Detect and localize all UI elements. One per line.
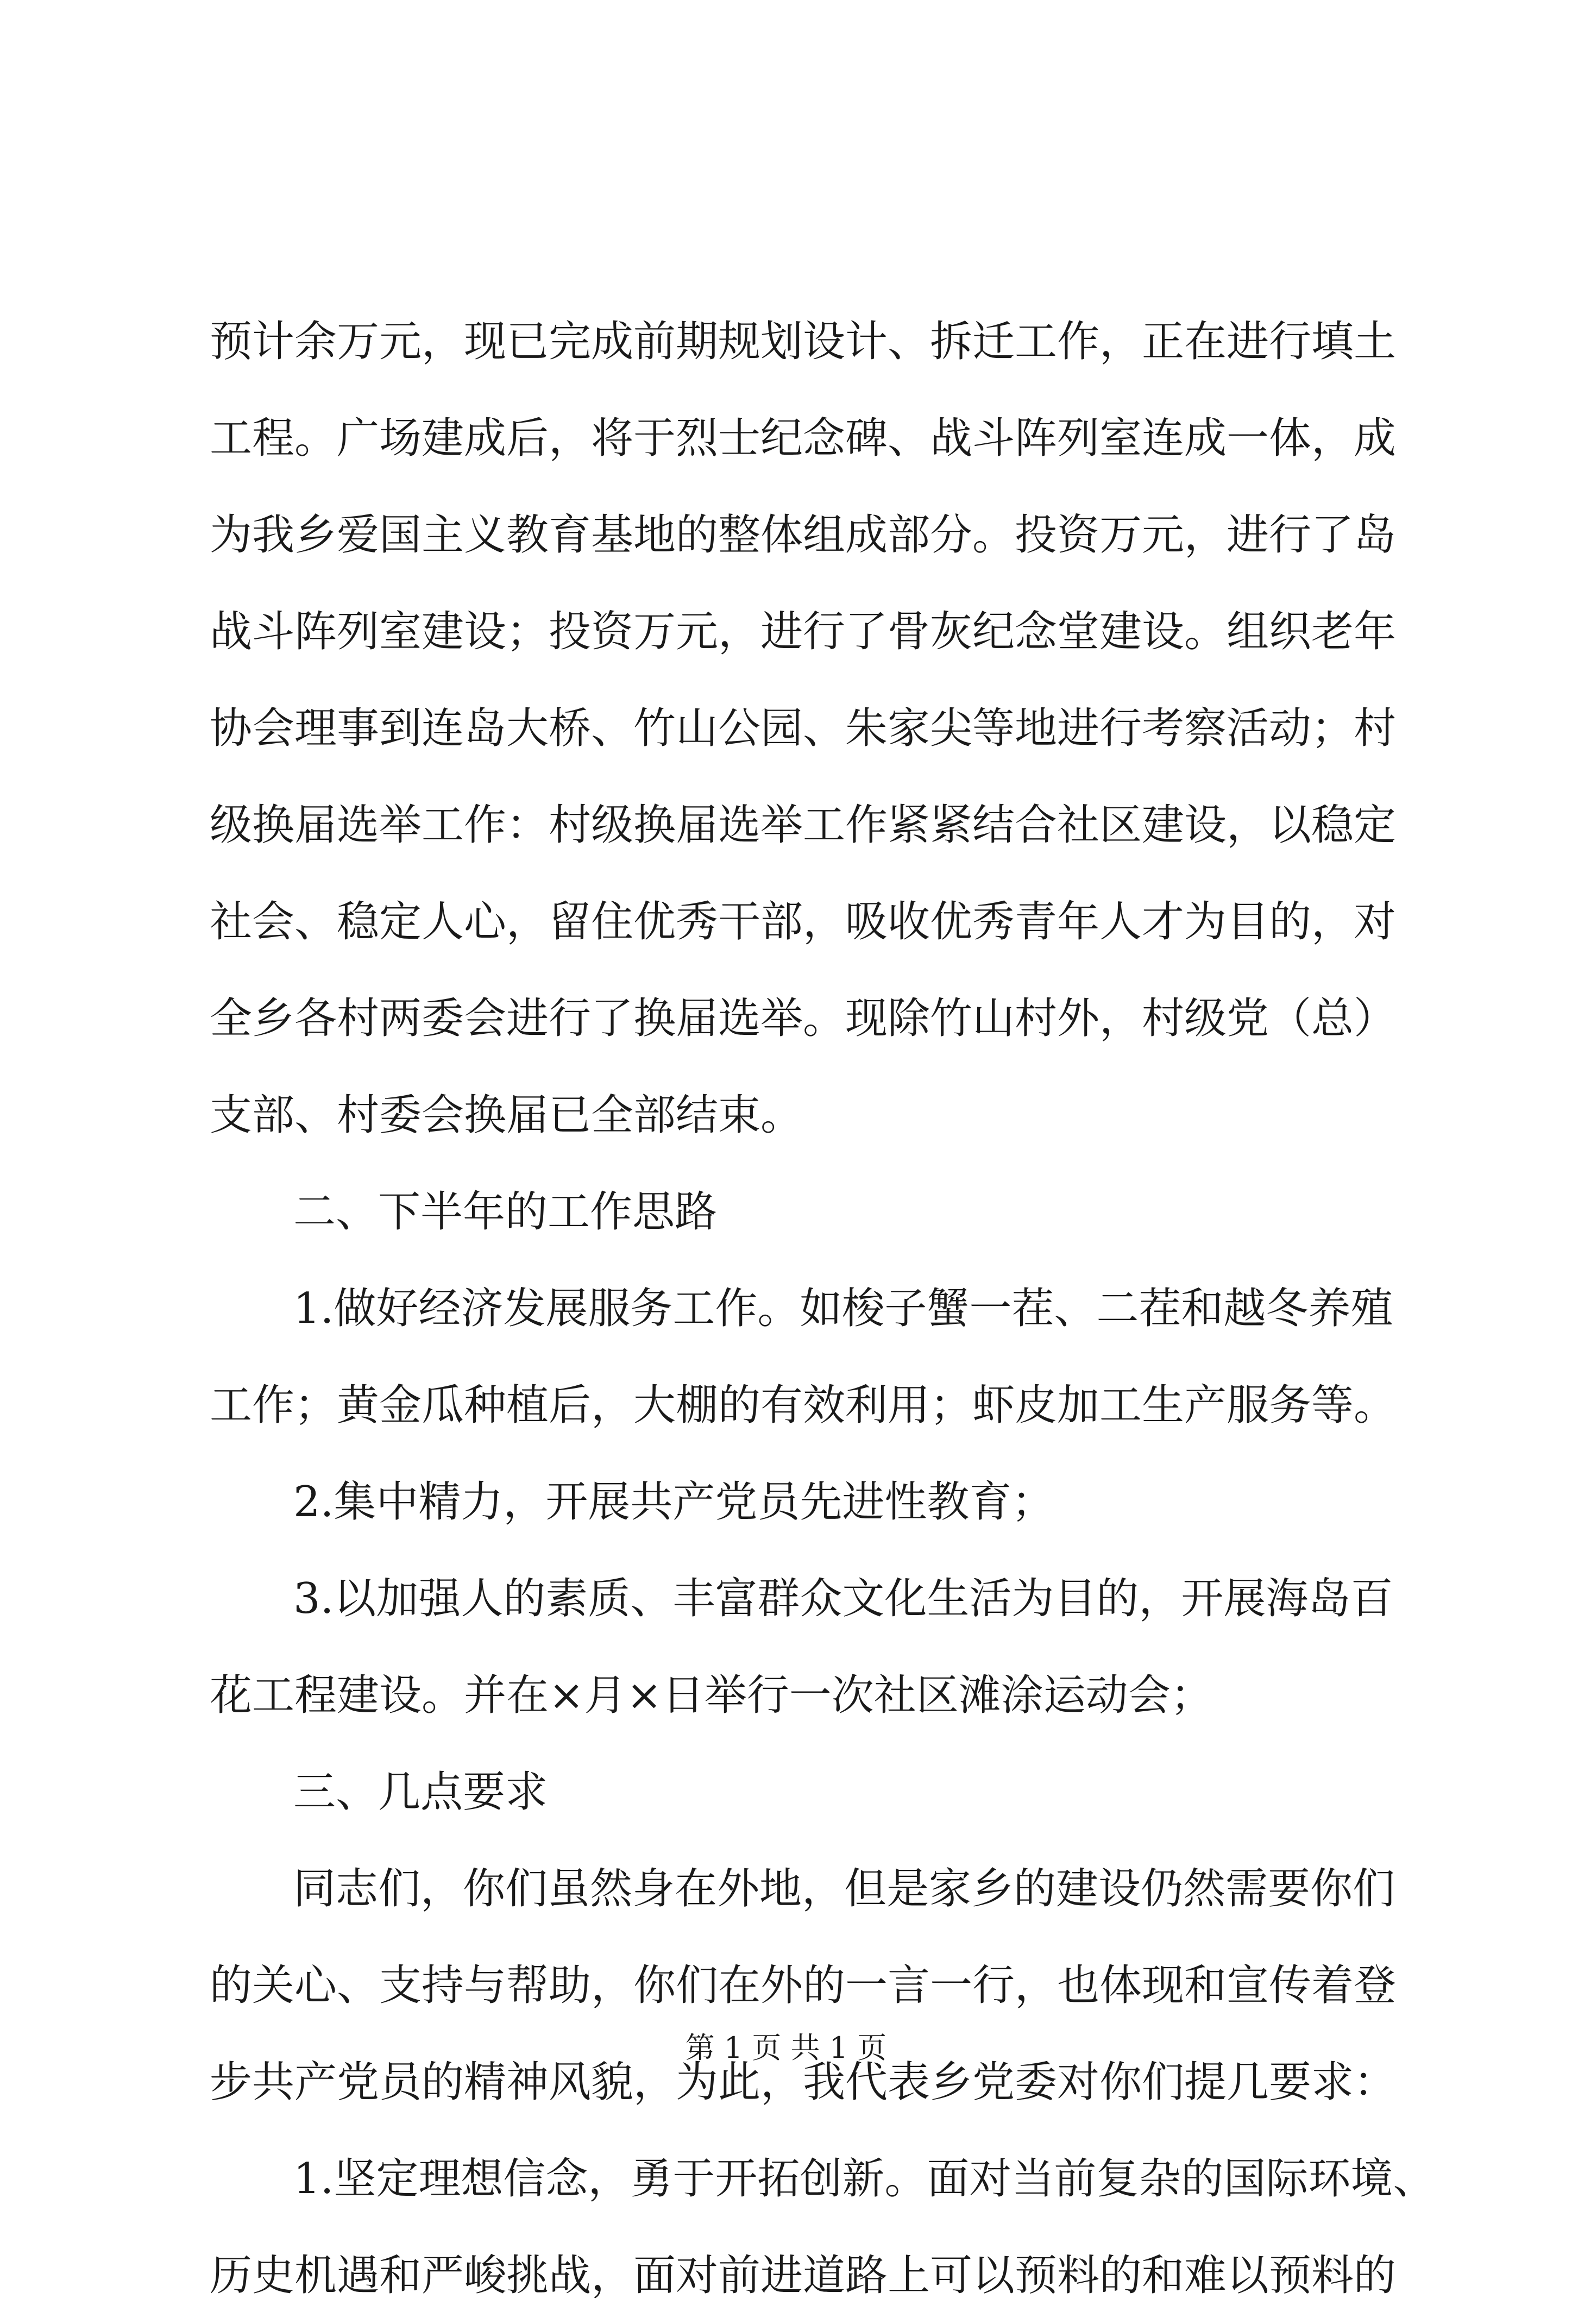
text-line: 历史机遇和严峻挑战，面对前进道路上可以预料的和难以预料的 [210, 2251, 1397, 2300]
text-line: 协会理事到连岛大桥、竹山公园、朱家尖等地进行考察活动；村 [210, 704, 1397, 753]
text-line: 3.以加强人的素质、丰富群众文化生活为目的，开展海岛百 [293, 1574, 1393, 1623]
text-line: 工程。广场建成后，将于烈士纪念碑、战斗阵列室连成一体，成 [210, 414, 1397, 463]
text-line: 支部、村委会换届已全部结束。 [210, 1091, 803, 1140]
text-line: 预计余万元，现已完成前期规划设计、拆迁工作，正在进行填土 [210, 317, 1397, 366]
text-line: 战斗阵列室建设；投资万元，进行了骨灰纪念堂建设。组织老年 [210, 607, 1397, 656]
text-line: 的关心、支持与帮助，你们在外的一言一行，也体现和宣传着登 [210, 1961, 1397, 2010]
text-line: 同志们，你们虽然身在外地，但是家乡的建设仍然需要你们 [293, 1864, 1395, 1913]
text-line: 花工程建设。并在×月×日举行一次社区滩涂运动会； [210, 1671, 1213, 1720]
text-line: 工作；黄金瓜种植后，大棚的有效利用；虾皮加工生产服务等。 [210, 1381, 1397, 1430]
document-body [210, 293, 1436, 2324]
text-line: 社会、稳定人心，留住优秀干部，吸收优秀青年人才为目的，对 [210, 897, 1397, 946]
text-line: 三、几点要求 [293, 1768, 548, 1817]
text-line: 级换届选举工作：村级换届选举工作紧紧结合社区建设，以稳定 [210, 801, 1397, 850]
text-line: 二、下半年的工作思路 [293, 1188, 718, 1236]
text-line: 为我乡爱国主义教育基地的整体组成部分。投资万元，进行了岛 [210, 511, 1397, 560]
text-line: 1.坚定理想信念，勇于开拓创新。面对当前复杂的国际环境、 [293, 2155, 1436, 2203]
text-line: 2.集中精力，开展共产党员先进性教育； [293, 1478, 1054, 1527]
text-line: 1.做好经济发展服务工作。如梭子蟹一茬、二茬和越冬养殖 [293, 1284, 1393, 1333]
text-line: 步共产党员的精神风貌，为此，我代表乡党委对你们提几要求： [210, 2058, 1397, 2107]
text-line: 全乡各村两委会进行了换届选举。现除竹山村外，村级党（总） [210, 994, 1397, 1043]
page-footer: 第 1 页 共 1 页 [685, 2031, 887, 2065]
